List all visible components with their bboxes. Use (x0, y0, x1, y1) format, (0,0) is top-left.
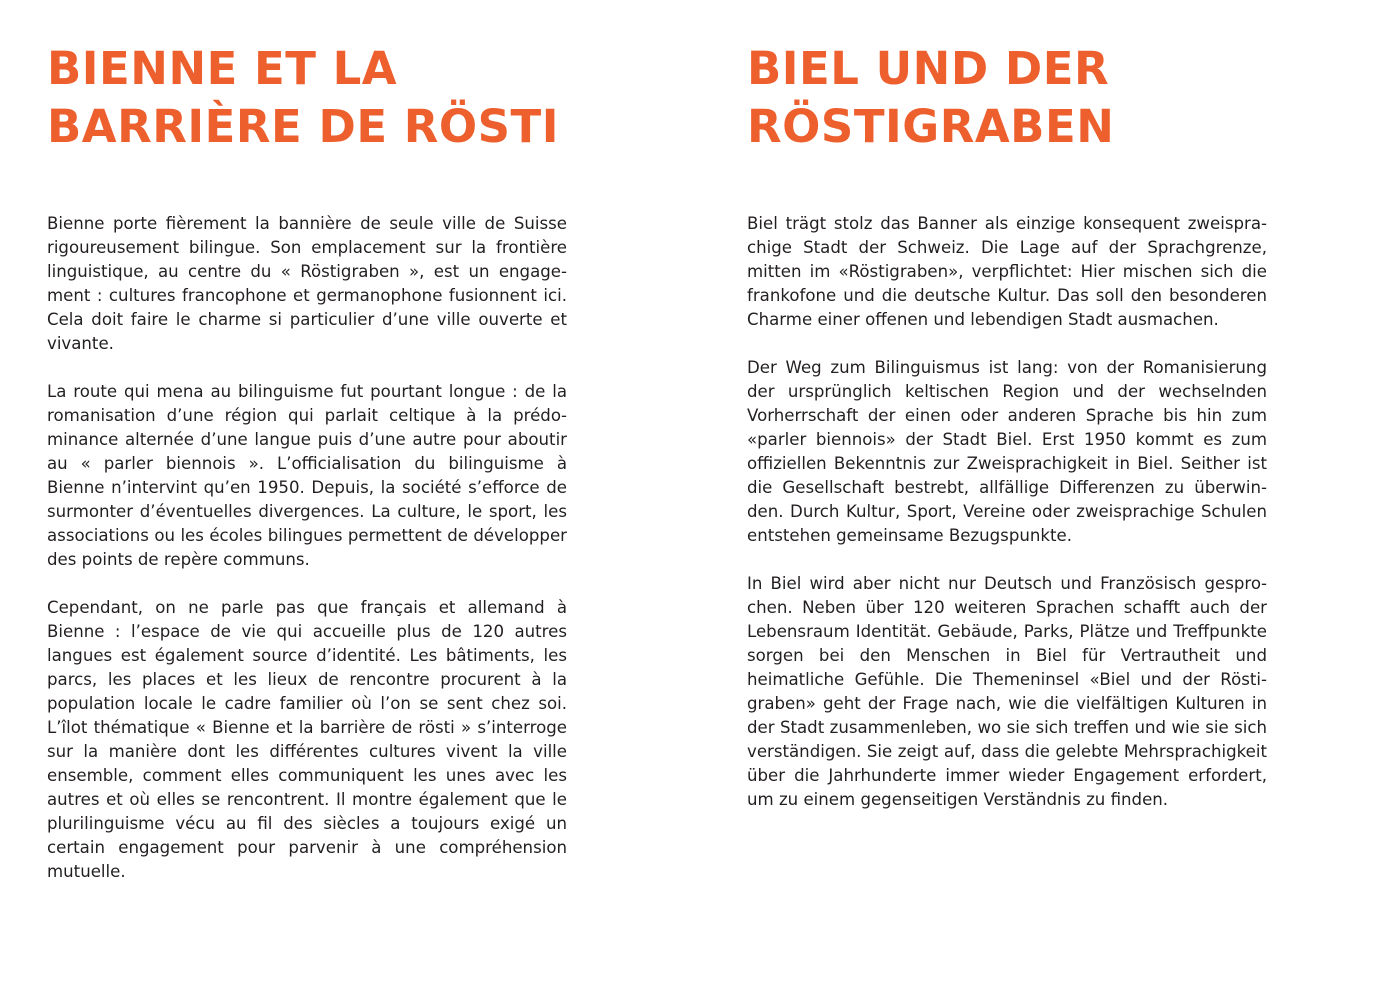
german-column (747, 40, 1267, 836)
german-title-line-2: RÖSTIGRABEN (747, 100, 1115, 153)
german-body (747, 212, 1267, 812)
german-title (747, 40, 1267, 156)
french-paragraph-2: La route qui mena au bilinguisme fut pourtant longue : de la romanisation d’une région qui parlait celtique à la prédominance alternée d’une langue puis d’une autre pour aboutir au « parler biennois ». L’officialisation du bilinguisme à Bienne n’intervint qu’en 1950. Depuis, la société s’efforce de surmonter d’éventuelles divergences. La culture, le sport, les associations ou les écoles bilingues permettent de développer des points de repère communs. (47, 382, 567, 569)
french-column (47, 40, 567, 908)
german-title-line-1: BIEL UND DER (747, 42, 1110, 95)
french-paragraph-1: Bienne porte fièrement la bannière de seule ville de Suisse rigoureusement bilingue. Son emplacement sur la frontière linguistique, au centre du « Röstigraben », est un engagement : cultures francophone et germanophone fusionnent ici. Cela doit faire le charme si particulier d’une ville ouverte et vivante. (47, 214, 567, 353)
german-paragraph-3: In Biel wird aber nicht nur Deutsch und Französisch gesprochen. Neben über 120 weiteren Sprachen schafft auch der Lebensraum Identität. Gebäude, Parks, Plätze und Treffpunkte sorgen bei den Menschen in Biel für Vertrautheit und heimatliche Gefühle. Die Themeninsel «Biel und der Röstigraben» geht der Frage nach, wie die vielfältigen Kulturen in der Stadt zusammenleben, wo sie sich treffen und wie sie sich verständigen. Sie zeigt auf, dass die gelebte Mehrsprachigkeit über die Jahrhunderte immer wieder Engagement erfordert, um zu einem gegenseitigen Verständnis zu finden. (747, 574, 1267, 809)
german-paragraph-2: Der Weg zum Bilinguismus ist lang: von der Romanisierung der ursprünglich keltischen Region und der wechselnden Vorherrschaft der einen oder anderen Sprache bis hin zum «parler biennois» der Stadt Biel. Erst 1950 kommt es zum offiziellen Bekenntnis zur Zweisprachigkeit in Biel. Seither ist die Gesellschaft bestrebt, allfällige Differenzen zu überwinden. Durch Kultur, Sport, Vereine oder zweisprachige Schulen entstehen gemeinsame Bezugspunkte. (747, 358, 1267, 545)
french-body (47, 212, 567, 884)
french-title-line-2: BARRIÈRE DE RÖSTI (47, 100, 559, 153)
french-paragraph-3: Cependant, on ne parle pas que français et allemand à Bienne : l’espace de vie qui accueille plus de 120 autres langues est également source d’identité. Les bâtiments, les parcs, les places et les lieux de rencontre procurent à la population locale le cadre familier où l’on se sent chez soi. L’îlot thématique « Bienne et la barrière de rösti » s’interroge sur la manière dont les différentes cultures vivent la ville ensemble, comment elles communiquent les unes avec les autres et où elles se rencontrent. Il montre également que le plurilinguisme vécu au fil des siècles a toujours exigé un certain engagement pour parvenir à une compréhension mutuelle. (47, 598, 567, 881)
german-paragraph-1: Biel trägt stolz das Banner als einzige konsequent zweisprachige Stadt der Schweiz. Die Lage auf der Sprachgrenze, mitten im «Röstigraben», verpflichtet: Hier mischen sich die frankofone und die deutsche Kultur. Das soll den besonderen Charme einer offenen und lebendigen Stadt ausmachen. (747, 214, 1267, 329)
french-title (47, 40, 567, 156)
french-title-line-1: BIENNE ET LA (47, 42, 398, 95)
